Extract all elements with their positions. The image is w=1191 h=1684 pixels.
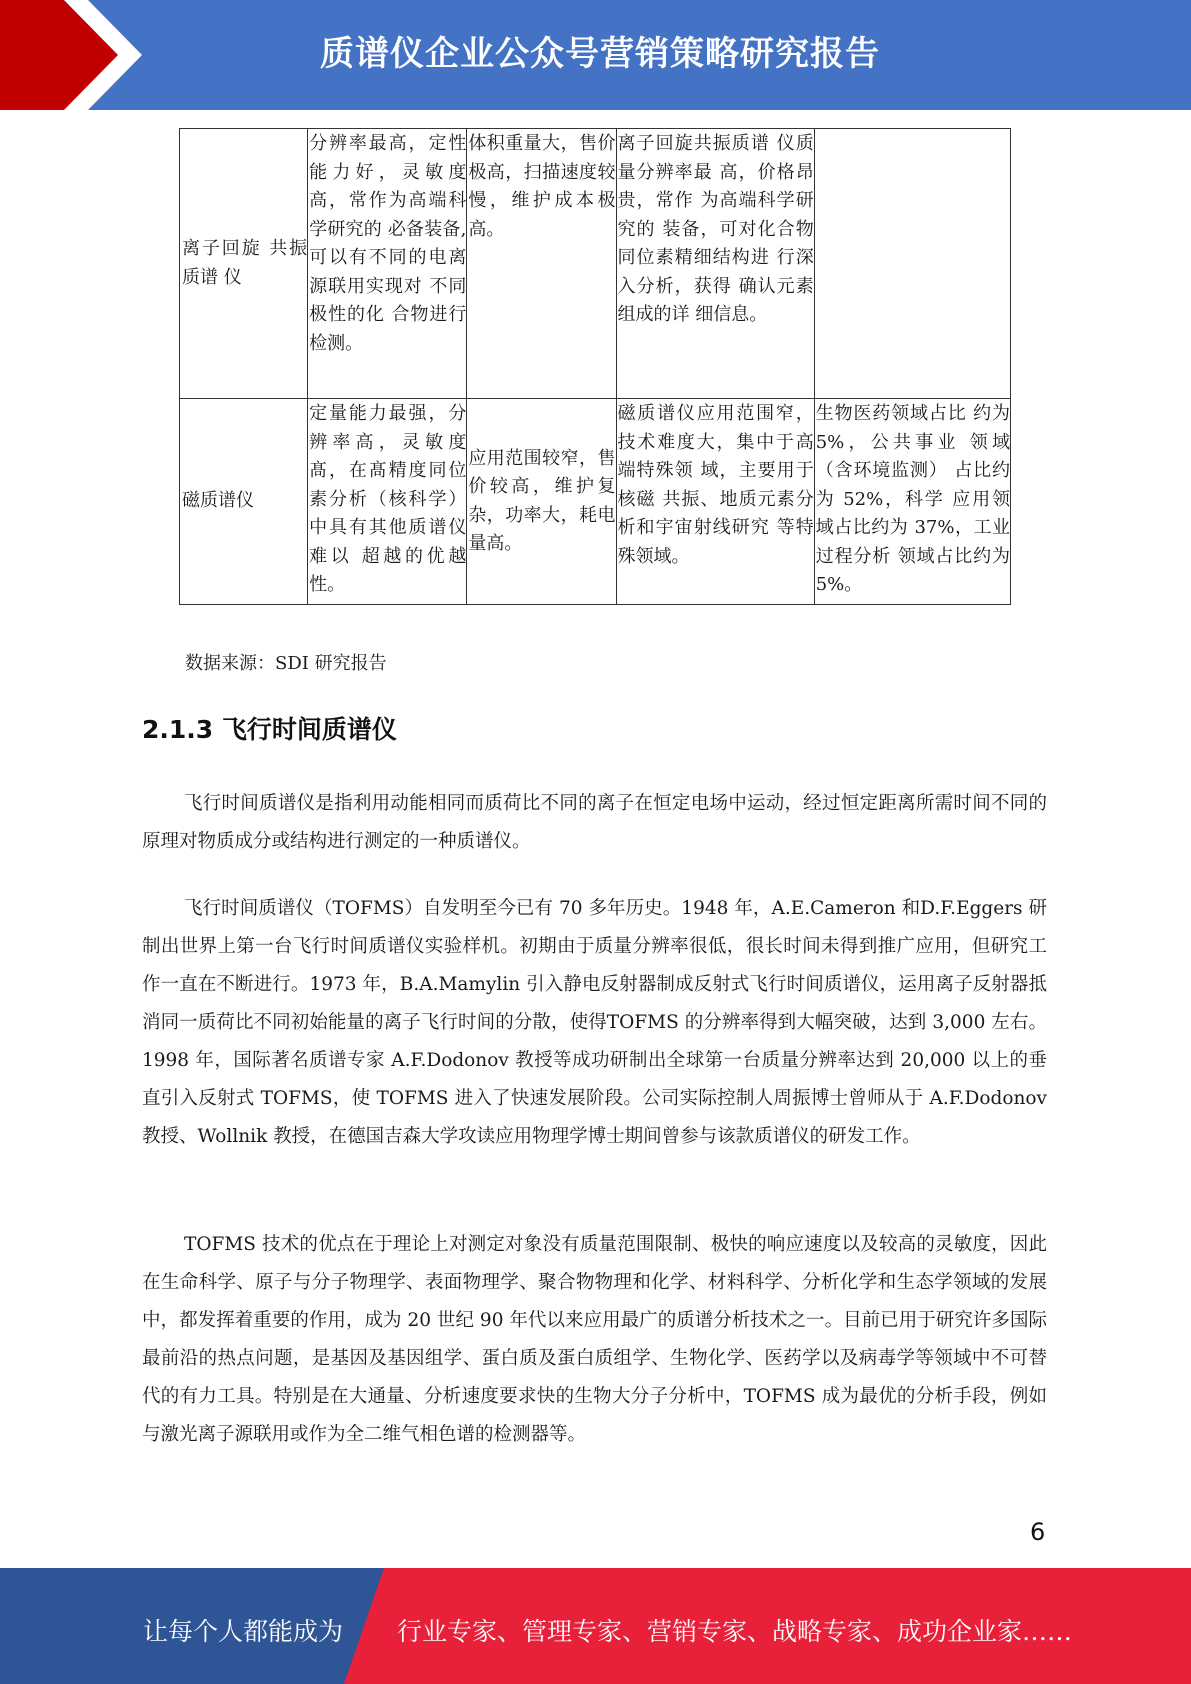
- comparison-table: [179, 128, 1011, 605]
- page-header: [0, 0, 1191, 110]
- section-heading: 2.1.3 飞行时间质谱仪: [142, 715, 397, 744]
- page-footer: [0, 1568, 1191, 1684]
- table-cell-share: [814, 129, 1010, 399]
- body-paragraph: TOFMS 技术的优点在于理论上对测定对象没有质量范围限制、极快的响应速度以及较高的灵敏度，因此在生命科学、原子与分子物理学、表面物理学、聚合物物理和化学、材料科学、分析化学和生态学领域的发展中，都发挥着重要的作用，成为 20 世纪 90 年代以来应用最广的质谱分析技术之一。目前已用于研究许多国际最前沿的热点问题，是基因及基因组学、蛋白质及蛋白质组学、生物化学、医药学以及病毒学等领域中不可替代的有力工具。特别是在大通量、分析速度要求快的生物大分子分析中，TOFMS 成为最优的分析手段，例如与激光离子源联用或作为全二维气相色谱的检测器等。: [142, 1234, 1047, 1445]
- page-number: 6: [1030, 1518, 1046, 1546]
- table-cell-advantages: 分辨率最高，定性能力好，灵敏度高，常作为高端科学研究的 必备装备,可以有不同的电离 源联用实现对 不同极性的化 合物进行检测。: [308, 129, 467, 399]
- table-cell-application: 离子回旋共振质谱 仪质量分辨率最 高，价格昂贵，常作 为高端科学研究的 装备，可对化合物同位素精细结构进 行深入分析，获得 确认元素组成的详 细信息。: [616, 129, 814, 399]
- data-source-note: 数据来源：SDI 研究报告: [185, 653, 387, 674]
- table-cell-application: 磁质谱仪应用范围窄，技术难度大，集中于高端特殊领 域，主要用于核磁 共振、地质元素分 析和宇宙射线研究 等特殊领域。: [616, 399, 814, 605]
- header-title: 质谱仪企业公众号营销策略研究报告: [320, 34, 880, 74]
- body-paragraph: 飞行时间质谱仪是指利用动能相同而质荷比不同的离子在恒定电场中运动，经过恒定距离所需时间不同的原理对物质成分或结构进行测定的一种质谱仪。: [142, 793, 1047, 852]
- table-cell-share: 生物医药领域占比 约为 5%，公共事业 领域（含环境监测） 占比约为 52%，科学 应用领域占比约为 37%，工业过程分析 领域占比约为 5%。: [814, 399, 1010, 605]
- table-cell-name: 磁质谱仪: [180, 399, 308, 605]
- table-cell-advantages: 定量能力最强，分辨率高，灵敏度髙，在髙精度同位素分析（核科学）中具有其他质谱仪难以 超越的优越性。: [308, 399, 467, 605]
- footer-slogan-right: 行业专家、管理专家、营销专家、战略专家、成功企业家……: [397, 1617, 1073, 1646]
- header-chevron-icon: [0, 0, 160, 110]
- table-row: [180, 129, 1011, 399]
- footer-slogan-left: 让每个人都能成为: [143, 1617, 344, 1646]
- table-cell-disadvantages: 体积重量大，售价极高，扫描速度较慢，维护成本极 高。: [467, 129, 616, 399]
- body-paragraph: 飞行时间质谱仪（TOFMS）自发明至今已有 70 多年历史。1948 年，A.E.Cameron 和D.F.Eggers 研制出世界上第一台飞行时间质谱仪实验样机。初期由于质量分辨率很低，很长时间未得到推广应用，但研究工作一直在不断进行。1973 年，B.A.Mamylin 引入静电反射器制成反射式飞行时间质谱仪，运用离子反射器抵消同一质荷比不同初始能量的离子飞行时间的分散，使得TOFMS 的分辨率得到大幅突破，达到 3,000 左右。1998 年，国际著名质谱专家 A.F.Dodonov 教授等成功研制出全球第一台质量分辨率达到 20,000 以上的垂直引入反射式 TOFMS，使 TOFMS 进入了快速发展阶段。公司实际控制人周振博士曾师从于 A.F.Dodonov 教授、Wollnik 教授，在德国吉森大学攻读应用物理学博士期间曾参与该款质谱仪的研发工作。: [142, 898, 1047, 1147]
- table-cell-name: 离子回旋 共振质谱 仪: [180, 129, 308, 399]
- table-row: [180, 399, 1011, 605]
- table-cell-disadvantages: 应用范围较窄，售价较高，维护复杂，功率大，耗电量高。: [467, 399, 616, 605]
